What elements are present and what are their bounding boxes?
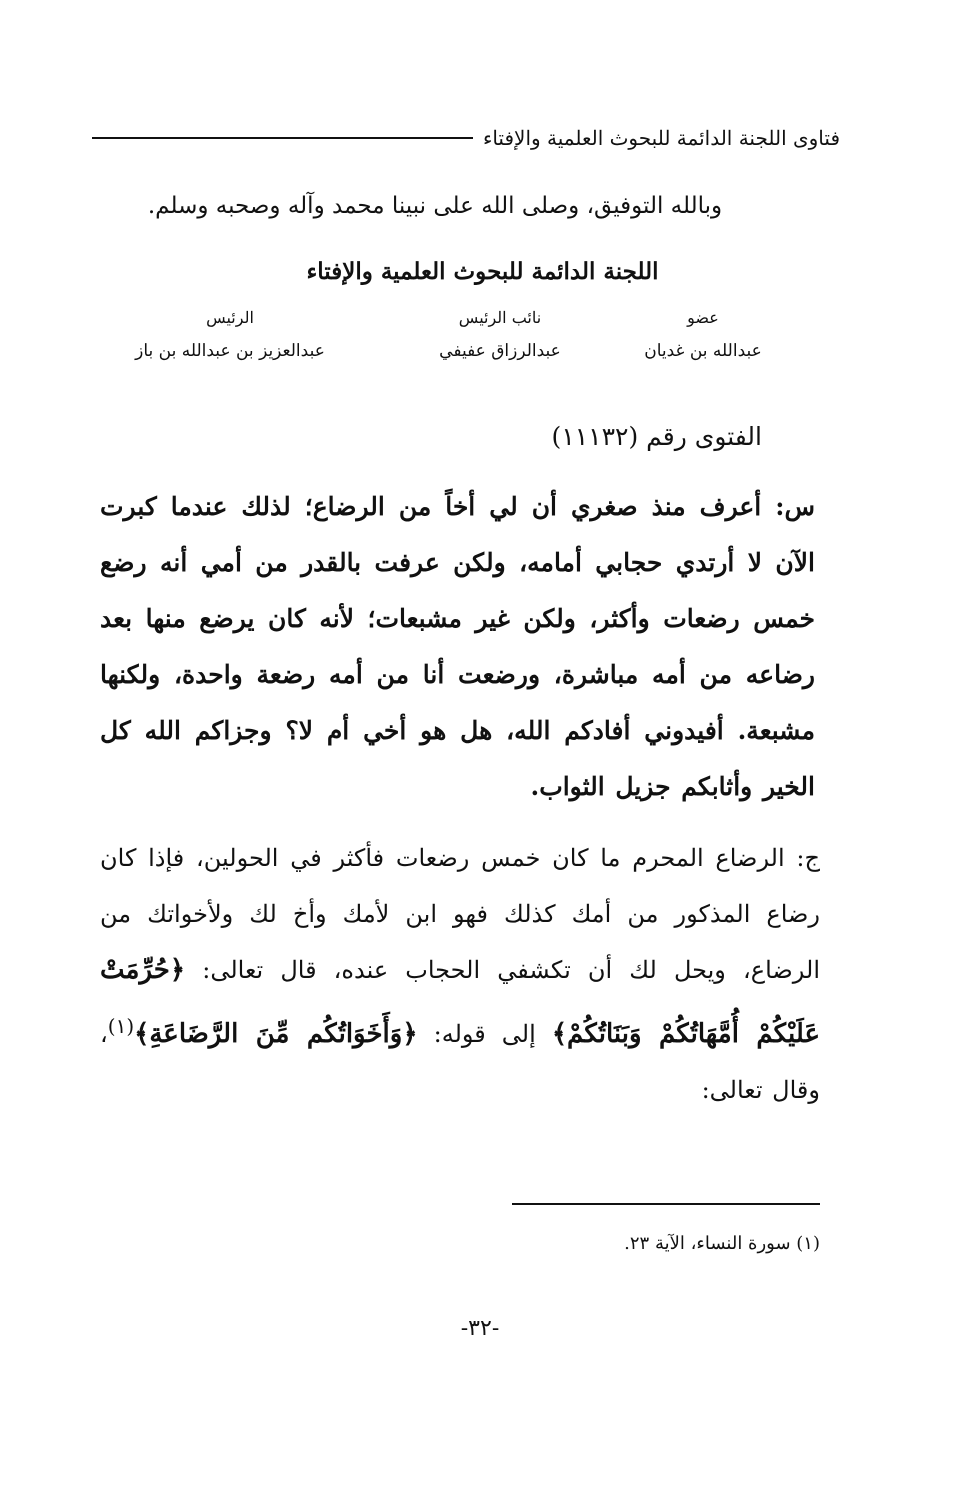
header-rule <box>92 137 473 139</box>
answer-text: ج: الرضاع المحرم ما كان خمس رضعات فأكثر في الحولين، فإذا كان رضاع المذكور من أمك كذلك فهو ابن لأمك وأخ لك ولأخواتك من الرضاع، ويحل لك أن تكشفي الحجاب عنده، قال تعالى: <box>100 844 820 984</box>
footnote-ref: (١) <box>107 1014 135 1038</box>
signatory-name: عبدالعزيز بن عبدالله بن باز <box>135 341 325 361</box>
footnote-rule <box>512 1203 820 1205</box>
page-number: -٣٢- <box>460 1316 500 1341</box>
fatwa-number: الفتوى رقم (١١١٣٢) <box>551 422 762 451</box>
running-title: فتاوى اللجنة الدائمة للبحوث العلمية والإفتاء <box>482 126 840 150</box>
signatory-member <box>628 308 778 361</box>
signatory-role: الرئيس <box>206 308 254 327</box>
signatory-president <box>110 308 350 361</box>
question-paragraph: س: أعرف منذ صغري أن لي أخاً من الرضاع؛ لذلك عندما كبرت الآن لا أرتدي حجابي أمامه، ولكن عرفت بالقدر من أمي أنه رضع خمس رضعات وأكثر، ولكن غير مشبعات؛ لأنه كان يرضع منها بعد رضاعه من أمه مباشرة، ورضعت أنا من أمه رضعة واحدة، ولكنها مشبعة. أفيدوني أفادكم الله، هل هو أخي أم لا؟ وجزاكم الله كل الخير وأثابكم جزيل الثواب. <box>100 492 815 801</box>
quran-verse: ﴿وَأَخَوَاتُكُم مِّنَ الرَّضَاعَةِ﴾ <box>134 1019 418 1049</box>
answer-text: ، وقال تعالى: <box>100 1020 820 1104</box>
signatory-name: عبدالله بن غديان <box>644 341 762 361</box>
footnote: (١) سورة النساء، الآية ٢٣. <box>624 1233 820 1254</box>
answer-paragraph <box>100 830 820 1118</box>
running-header <box>92 118 840 158</box>
quran-verse: ﴿حُرِّمَتْ عَلَيْكُمْ أُمَّهَاتُكُمْ وَبَنَاتُكُمْ﴾ <box>100 955 821 1049</box>
committee-title: اللجنة الدائمة للبحوث العلمية والإفتاء <box>306 258 659 285</box>
signatory-deputy <box>415 308 585 361</box>
signatory-name: عبدالرزاق عفيفي <box>439 341 561 361</box>
signatory-role: نائب الرئيس <box>458 308 542 327</box>
signatory-role: عضو <box>687 308 719 327</box>
closing-prayer: وبالله التوفيق، وصلى الله على نبينا محمد وآله وصحبه وسلم. <box>147 193 723 219</box>
answer-text: إلى قوله: <box>417 1020 552 1048</box>
